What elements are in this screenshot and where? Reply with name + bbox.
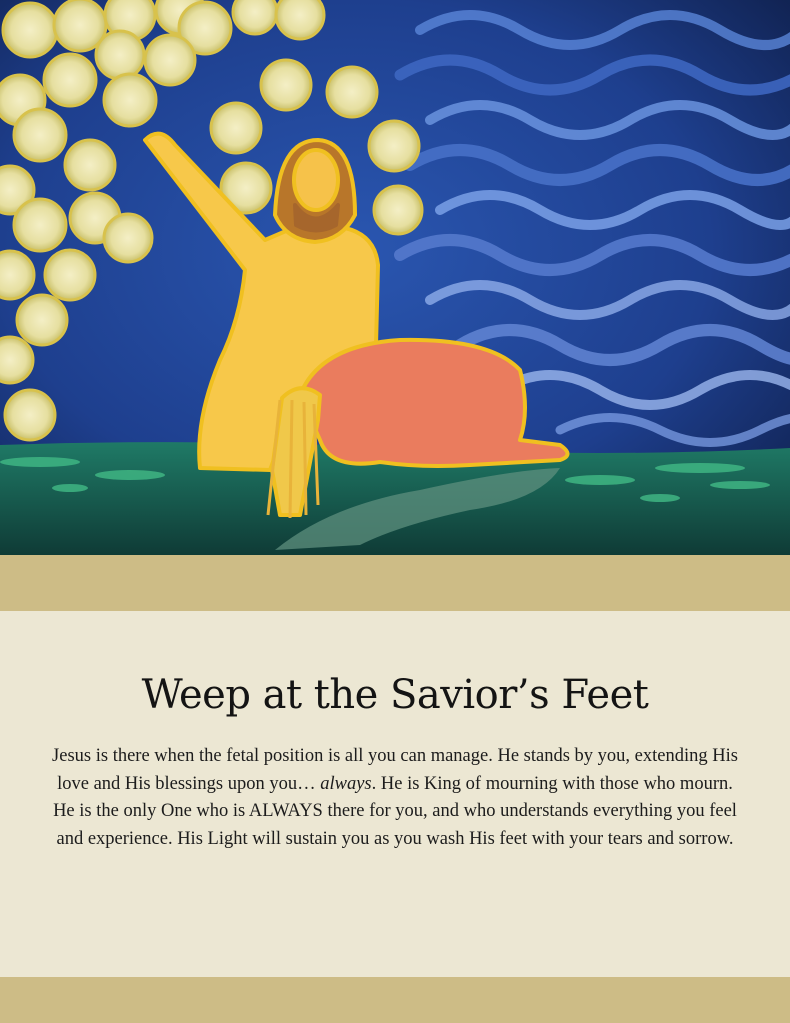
top-accent-band xyxy=(0,555,790,611)
page-title: Weep at the Savior’s Feet xyxy=(141,672,649,718)
body-text-part2: . He is King of mourning with those who mourn. He is the only One who is ALWAYS there for you, and who understands everything you feel and experience. His Light will sustain you as you wash His feet with your tears and sorrow. xyxy=(53,773,737,849)
body-text-emphasis: always xyxy=(320,773,372,794)
body-text-part1: Jesus is there when the fetal position is all you can manage. He stands by you, extending His love and His blessings upon you… xyxy=(52,746,738,794)
body-paragraph xyxy=(50,743,740,853)
bottom-accent-band xyxy=(0,977,790,1023)
content-section xyxy=(0,611,790,977)
